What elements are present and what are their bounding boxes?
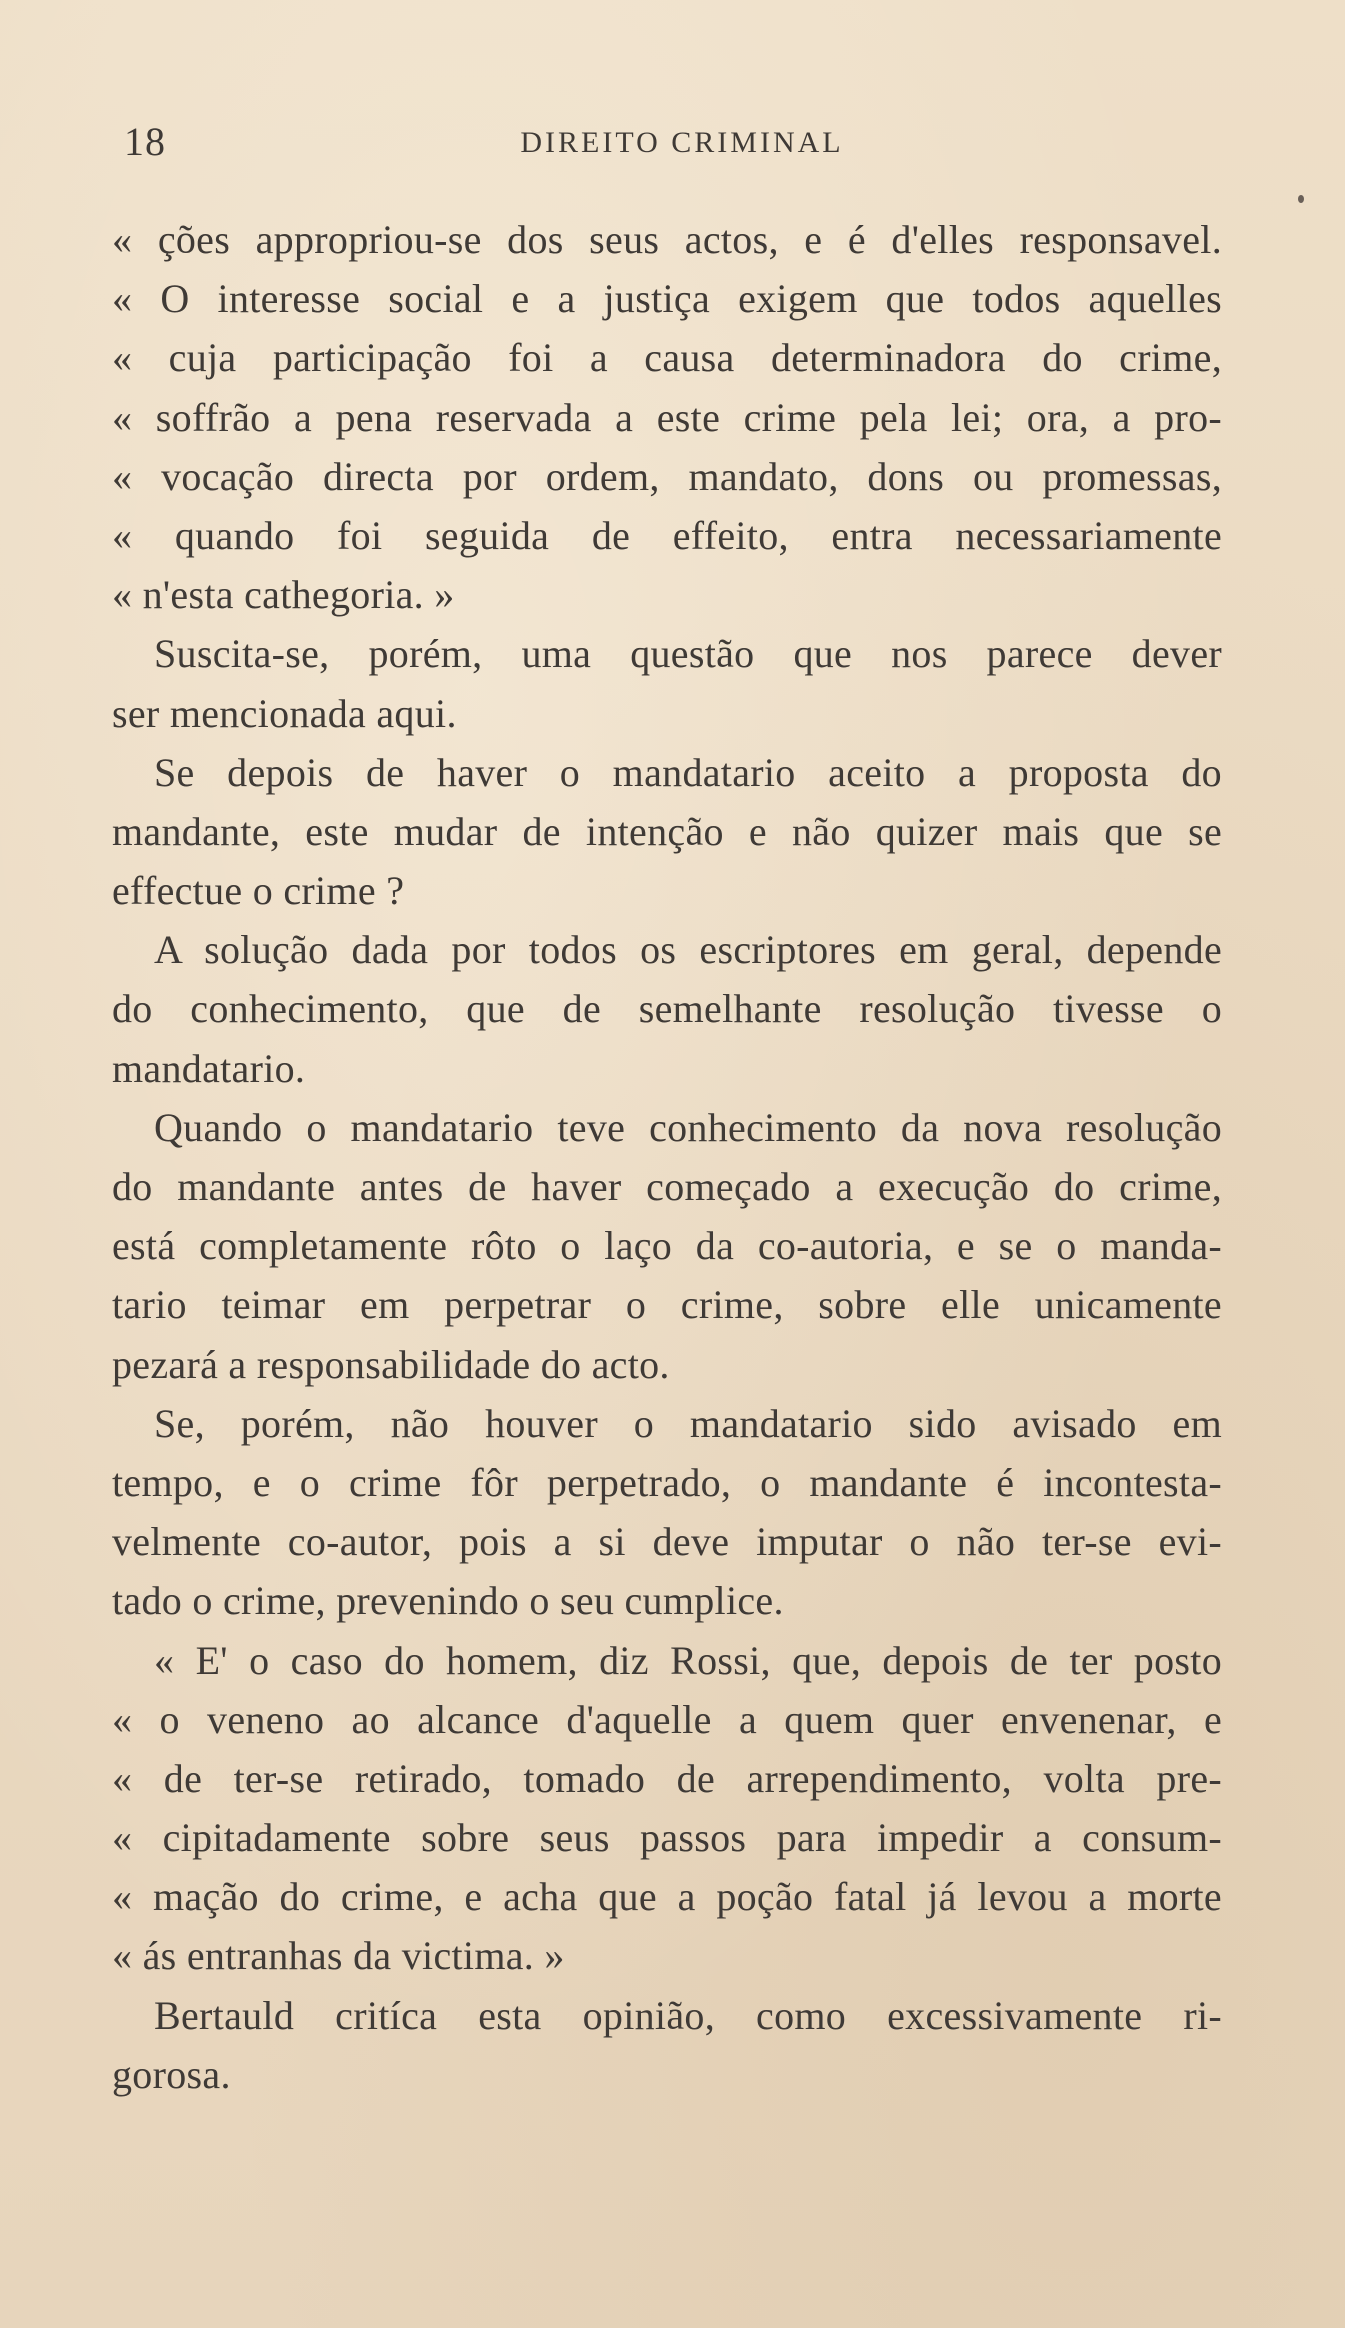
- text-line: « vocação directa por ordem, mandato, dons ou promessas,: [112, 453, 1222, 499]
- text-line: effectue o crime ?: [112, 868, 405, 914]
- text-line: Se depois de haver o mandatario aceito a proposta do: [154, 749, 1222, 795]
- text-line: Bertauld critíca esta opinião, como excessivamente ri-: [154, 1992, 1222, 2038]
- text-line: tempo, e o crime fôr perpetrado, o mandante é incontesta-: [112, 1459, 1222, 1505]
- running-title: DIREITO CRIMINAL: [520, 126, 844, 159]
- text-line: do mandante antes de haver começado a execução do crime,: [112, 1164, 1222, 1209]
- text-line: « quando foi seguida de effeito, entra necessariamente: [112, 512, 1222, 558]
- text-line: tado o crime, prevenindo o seu cumplice.: [112, 1578, 784, 1624]
- text-line: « cipitadamente sobre seus passos para impedir a consum-: [112, 1815, 1222, 1861]
- text-line: Quando o mandatario teve conhecimento da nova resolução: [154, 1104, 1222, 1150]
- text-line: mandante, este mudar de intenção e não quizer mais que se: [112, 808, 1222, 854]
- text-line: « cuja participação foi a causa determinadora do crime,: [112, 335, 1222, 381]
- body-text: [112, 210, 1222, 2104]
- text-line: pezará a responsabilidade do acto.: [112, 1341, 670, 1387]
- text-line: Suscita-se, porém, uma questão que nos parece dever: [154, 631, 1222, 677]
- ink-speck: [1298, 195, 1304, 203]
- text-line: « mação do crime, e acha que a poção fatal já levou a morte: [112, 1874, 1222, 1920]
- text-line: está completamente rôto o laço da co-autoria, e se o manda-: [112, 1223, 1222, 1269]
- text-line: gorosa.: [112, 2051, 231, 2097]
- text-line: « de ter-se retirado, tomado de arrependimento, volta pre-: [112, 1755, 1222, 1801]
- text-line: tario teimar em perpetrar o crime, sobre elle unicamente: [112, 1282, 1222, 1328]
- text-line: mandatario.: [112, 1045, 306, 1091]
- text-line: A solução dada por todos os escriptores em geral, depende: [154, 927, 1222, 973]
- text-line: « O interesse social e a justiça exigem que todos aquelles: [112, 276, 1222, 322]
- text-line: « ás entranhas da victima. »: [112, 1933, 565, 1979]
- text-line: « o veneno ao alcance d'aquelle a quem quer envenenar, e: [112, 1696, 1222, 1742]
- text-line: « ções appropriou-se dos seus actos, e é d'elles responsavel.: [112, 217, 1222, 262]
- text-line: ser mencionada aqui.: [112, 690, 457, 736]
- page-number: 18: [124, 119, 166, 164]
- page-header: [112, 118, 1222, 168]
- text-line: Se, porém, não houver o mandatario sido avisado em: [154, 1400, 1222, 1446]
- text-line: « soffrão a pena reservada a este crime pela lei; ora, a pro-: [112, 394, 1222, 440]
- text-line: « n'esta cathegoria. »: [112, 572, 455, 618]
- text-line: velmente co-autor, pois a si deve imputar o não ter-se evi-: [112, 1519, 1222, 1565]
- text-line: do conhecimento, que de semelhante resolução tivesse o: [112, 986, 1222, 1032]
- text-line: « E' o caso do homem, diz Rossi, que, depois de ter posto: [154, 1637, 1222, 1683]
